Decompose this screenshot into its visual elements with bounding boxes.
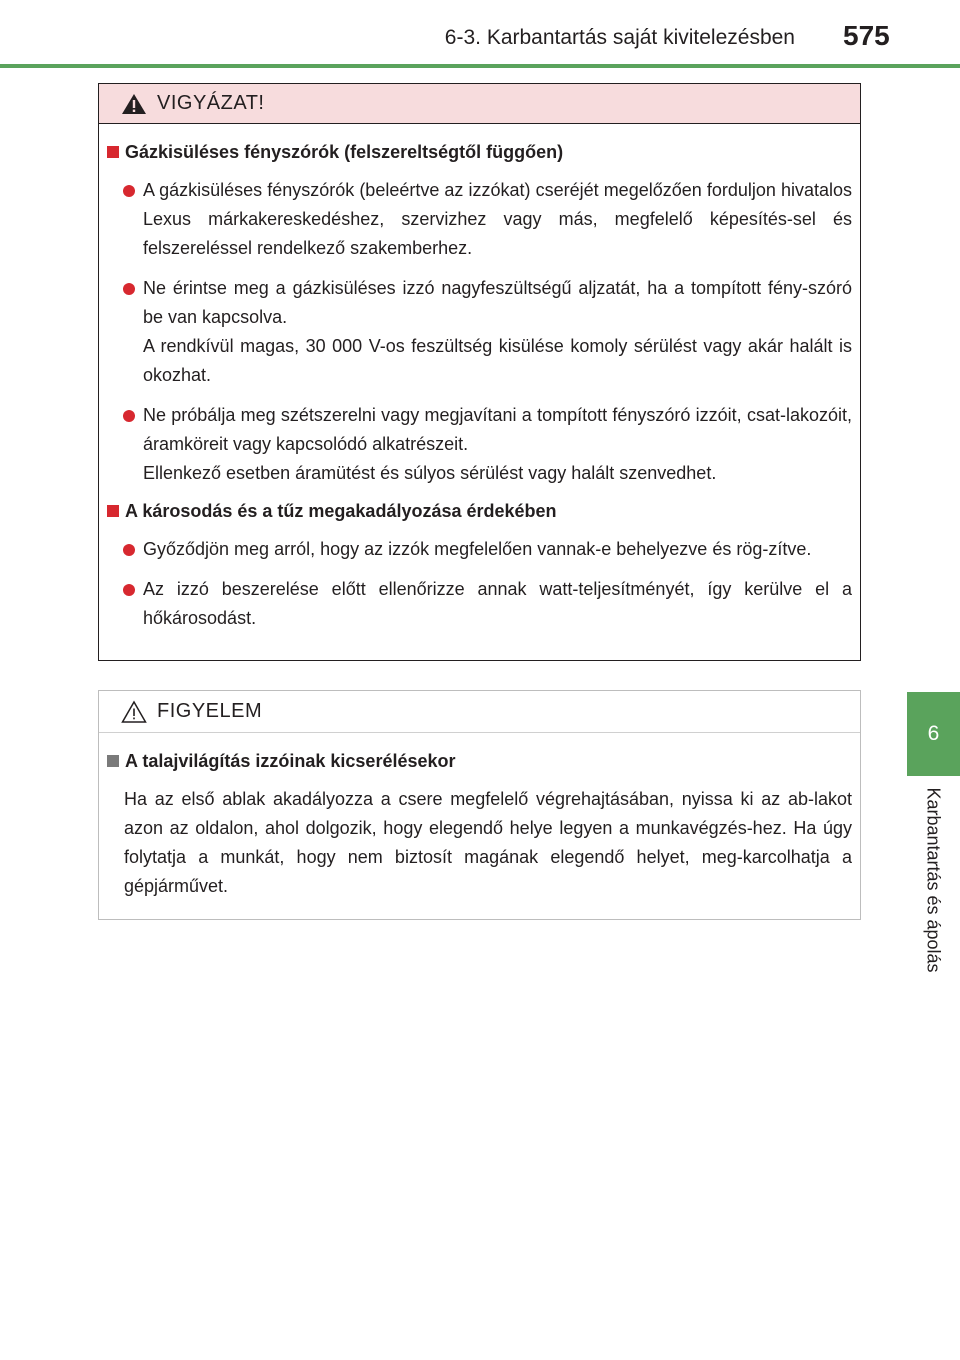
warning-triangle-icon	[121, 93, 147, 115]
list-item: Ne próbálja meg szétszerelni vagy megjavítani a tompított fényszóró izzóit, csat-lakozóit, áramköreit vagy kapcsolódó alkatrészeit. Ellenkező esetben áramütést és súlyos sérülést vagy halált szenvedhet.	[107, 401, 852, 488]
list-item: Győződjön meg arról, hogy az izzók megfelelően vannak-e behelyezve és rög-zítve.	[107, 535, 852, 564]
caution-triangle-icon	[121, 700, 147, 724]
round-bullet-icon	[123, 544, 135, 556]
chapter-tab	[907, 692, 960, 776]
caution-box	[98, 83, 861, 661]
square-bullet-icon	[107, 146, 119, 158]
caution-header	[99, 84, 860, 124]
section-heading: A károsodás és a tűz megakadályozása érdekében	[107, 499, 852, 523]
notice-text: Ha az első ablak akadályozza a csere megfelelő végrehajtásában, nyissa ki az ab-lakot azon az oldalon, ahol dolgozik, hogy elegendő helye legyen a munkavégzés-hez. Ha úgy folytatja a munkát, hogy nem biztosít magának elegendő helyet, meg-karcolhatja a gépjárművet.	[124, 789, 852, 896]
square-bullet-icon	[107, 505, 119, 517]
section-heading: Gázkisüléses fényszórók (felszereltségtől függően)	[107, 140, 852, 164]
page-number: 575	[843, 20, 890, 51]
notice-header	[99, 691, 860, 733]
round-bullet-icon	[123, 185, 135, 197]
chapter-label: Karbantartás és ápolás	[923, 787, 944, 973]
caution-title: VIGYÁZAT!	[157, 92, 265, 114]
list-item: Ne érintse meg a gázkisüléses izzó nagyfeszültségű aljzatát, ha a tompított fény-szóró be van kapcsolva. A rendkívül magas, 30 000 V-os feszültség kisülése komoly sérülést vagy akár halált is okozhat.	[107, 274, 852, 390]
chapter-number: 6	[927, 722, 940, 745]
round-bullet-icon	[123, 283, 135, 295]
square-bullet-icon	[107, 755, 119, 767]
round-bullet-icon	[123, 584, 135, 596]
list-item: Az izzó beszerelése előtt ellenőrizze annak watt-teljesítményét, így kerülve el a hőkárosodást.	[107, 575, 852, 633]
section-heading: A talajvilágítás izzóinak kicserélésekor	[107, 749, 852, 773]
section-title: 6-3. Karbantartás saját kivitelezésben	[444, 26, 795, 49]
notice-box	[98, 690, 861, 920]
list-item: A gázkisüléses fényszórók (beleértve az izzókat) cseréjét megelőzően forduljon hivatalos Lexus márkakereskedéshez, szervizhez vagy más, megfelelő képesítés-sel és felszereléssel rendelkező szakemberhez.	[107, 176, 852, 263]
header-rule	[0, 64, 960, 68]
notice-title: FIGYELEM	[157, 700, 263, 722]
round-bullet-icon	[123, 410, 135, 422]
